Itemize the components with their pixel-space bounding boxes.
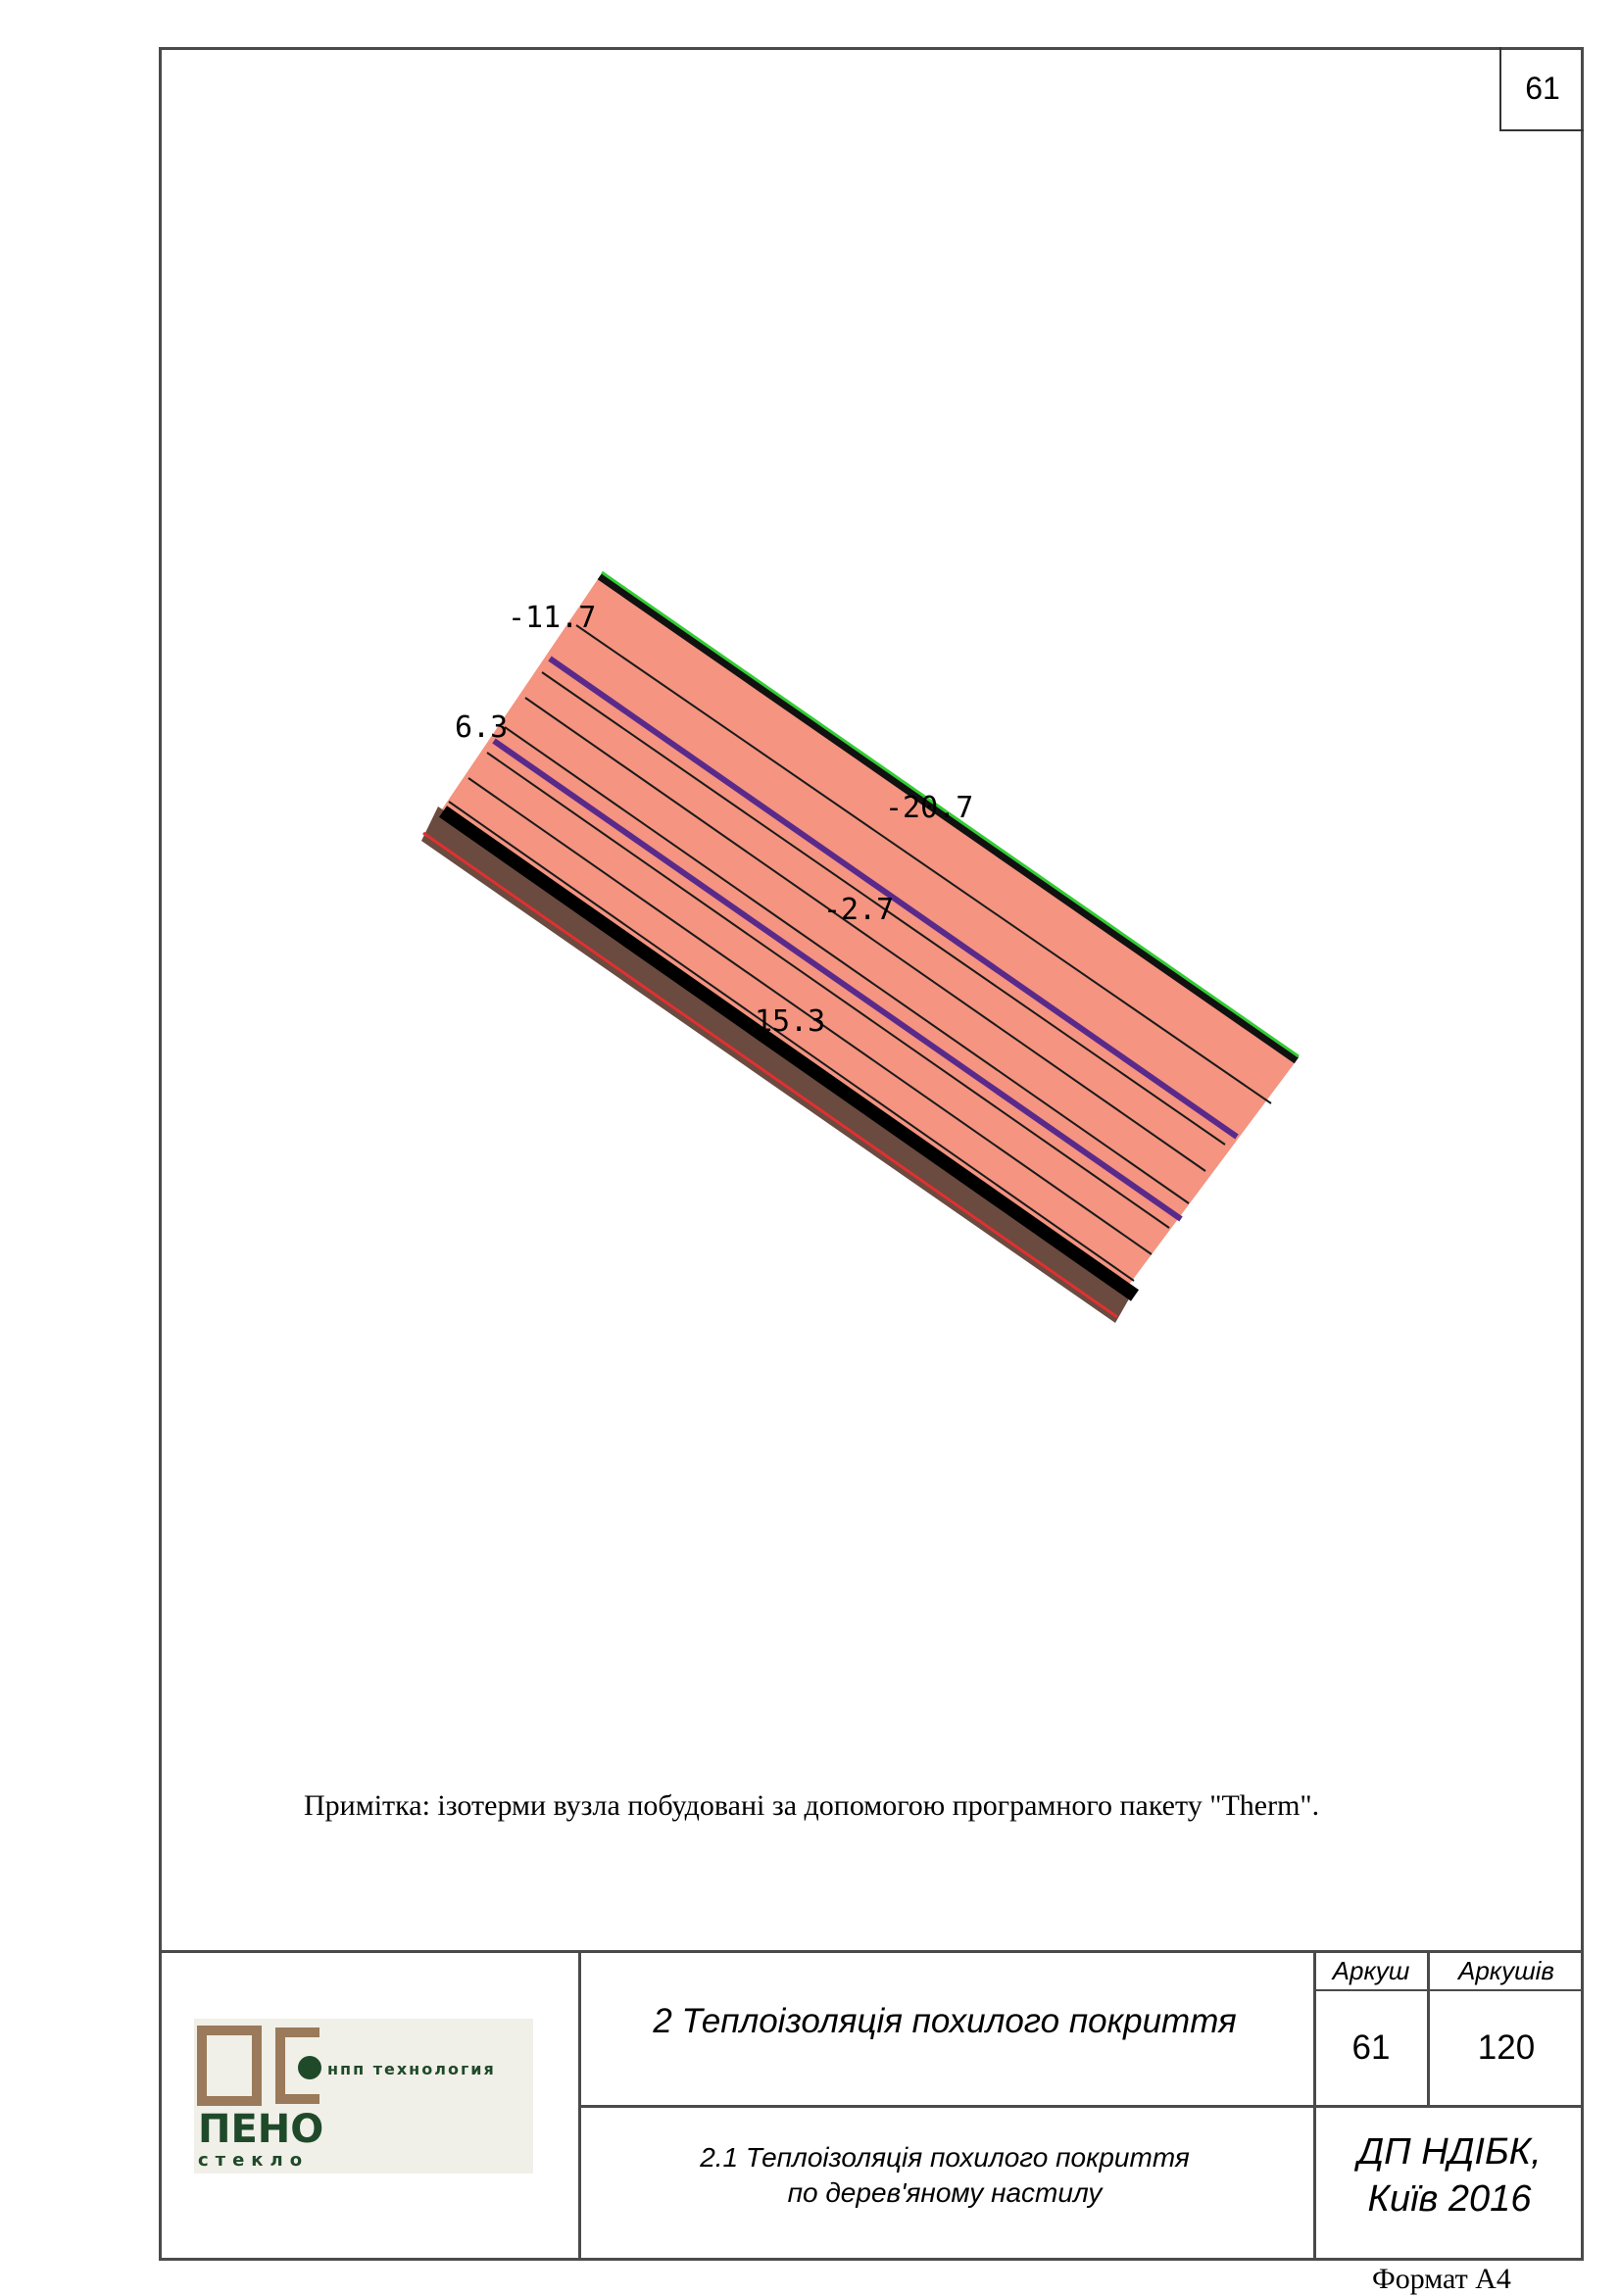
stamp-subtitle-line: 2.1 Теплоізоляція похилого покриття [700,2142,1190,2173]
org-line: Київ 2016 [1367,2178,1532,2220]
sheet-value: 61 [1351,2028,1391,2067]
logo-text-main: ПЕНО [198,2107,324,2152]
company-logo [194,2019,533,2174]
figure-note: Примітка: ізотерми вузла побудовані за допомогою програмного пакету "Therm". [304,1789,1320,1822]
isotherm-label: -20.7 [885,791,974,825]
stamp-subtitle [582,2102,1307,2249]
stamp-title: 2 Теплоізоляція похилого покриття [653,2002,1237,2040]
sheets-value: 120 [1477,2028,1536,2067]
title-block [159,1950,1584,2261]
logo-text-top: нпп технология [327,2060,496,2078]
isotherm-label: -11.7 [508,601,597,635]
isotherm-label: 6.3 [455,710,509,745]
logo-text-bottom: стекло [198,2150,310,2171]
divider [1313,1989,1584,1991]
org-line: ДП НДІБК, [1357,2131,1542,2173]
organization [1315,2097,1584,2254]
divider [159,1950,1584,1953]
page-number: 61 [1499,47,1584,131]
sheets-label: Аркушів [1457,1956,1554,1985]
stamp-subtitle-line: по дерев'яному настилу [787,2177,1103,2208]
sheet-label: Аркуш [1332,1956,1410,1985]
format-label: Формат А4 [1372,2263,1511,2295]
isotherm-figure [196,392,1450,1705]
isotherm-label: -2.7 [823,893,895,927]
isotherm-label: 15.3 [755,1004,826,1039]
logo-dot [298,2056,321,2079]
